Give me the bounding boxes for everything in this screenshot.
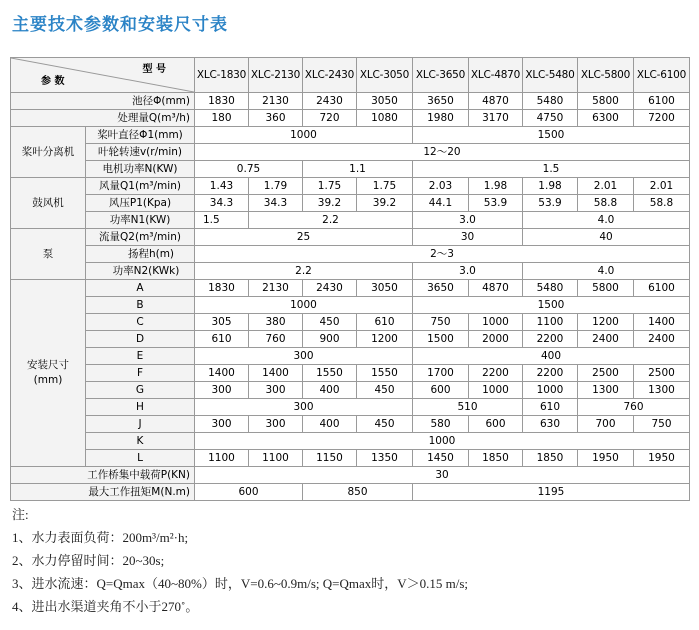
cell: 400 [303, 382, 357, 399]
cell: 300 [195, 348, 413, 365]
cell: 300 [195, 382, 249, 399]
cell: 30 [413, 229, 523, 246]
model-header: XLC-4870 [469, 58, 523, 93]
cell: 2400 [634, 331, 690, 348]
cell: 750 [634, 416, 690, 433]
cell: 2～3 [195, 246, 690, 263]
table-row [11, 246, 690, 263]
cell: 44.1 [413, 195, 469, 212]
table-row [11, 110, 690, 127]
cell: 1400 [195, 365, 249, 382]
cell: 1980 [413, 110, 469, 127]
cell: 580 [413, 416, 469, 433]
table-row [11, 450, 690, 467]
cell: 450 [357, 382, 413, 399]
notes-heading: 注: [12, 507, 29, 522]
cell: 610 [523, 399, 578, 416]
cell: 1.5 [195, 212, 249, 229]
cell: 2.01 [578, 178, 634, 195]
cell: 305 [195, 314, 249, 331]
row-label: L [86, 450, 195, 467]
cell: 58.8 [634, 195, 690, 212]
table-row [11, 365, 690, 382]
model-header: XLC-3050 [357, 58, 413, 93]
cell: 1300 [578, 382, 634, 399]
cell: 760 [249, 331, 303, 348]
row-label: C [86, 314, 195, 331]
corner-cell [11, 58, 195, 93]
table-row [11, 331, 690, 348]
table-row [11, 161, 690, 178]
cell: 700 [578, 416, 634, 433]
cell: 1150 [303, 450, 357, 467]
cell: 34.3 [195, 195, 249, 212]
category-install-line2: (mm) [33, 374, 63, 386]
cell: 1000 [195, 127, 413, 144]
cell: 3050 [357, 280, 413, 297]
cell: 2400 [578, 331, 634, 348]
cell: 1830 [195, 93, 249, 110]
cell: 34.3 [249, 195, 303, 212]
cell: 58.8 [578, 195, 634, 212]
cell: 3050 [357, 93, 413, 110]
cell: 1.98 [469, 178, 523, 195]
cell: 4870 [469, 280, 523, 297]
cell: 1200 [578, 314, 634, 331]
cell: 1195 [413, 484, 690, 501]
cell: 2200 [469, 365, 523, 382]
cell: 1.79 [249, 178, 303, 195]
table-row [11, 348, 690, 365]
cell: 450 [357, 416, 413, 433]
cell: 3.0 [413, 212, 523, 229]
table-row [11, 229, 690, 246]
cell: 1500 [413, 127, 690, 144]
table-row [11, 399, 690, 416]
page-title: 主要技术参数和安装尺寸表 [12, 15, 228, 35]
cell: 2.2 [195, 263, 413, 280]
category-install-line1: 安装尺寸 [27, 359, 69, 371]
cell: 1300 [634, 382, 690, 399]
cell: 1830 [195, 280, 249, 297]
cell: 1450 [413, 450, 469, 467]
cell: 6300 [578, 110, 634, 127]
cell: 2500 [578, 365, 634, 382]
cell: 7200 [634, 110, 690, 127]
note-item: 3、进水流速：Q=Qmax（40~80%）时，V=0.6~0.9m/s; Q=Qmax时，V＞0.15 m/s; [12, 576, 469, 591]
cell: 53.9 [523, 195, 578, 212]
row-label: 池径Φ(mm) [11, 93, 195, 110]
diagonal-divider [11, 58, 194, 92]
table-row [11, 280, 690, 297]
cell: 760 [578, 399, 690, 416]
category-impeller: 桨叶分离机 [11, 127, 86, 178]
cell: 4.0 [523, 212, 690, 229]
cell: 1550 [357, 365, 413, 382]
table-row [11, 178, 690, 195]
cell: 39.2 [303, 195, 357, 212]
cell: 900 [303, 331, 357, 348]
category-pump: 泵 [11, 229, 86, 280]
cell: 1100 [195, 450, 249, 467]
cell: 2.2 [249, 212, 413, 229]
cell: 1000 [523, 382, 578, 399]
cell: 2130 [249, 280, 303, 297]
cell: 380 [249, 314, 303, 331]
cell: 630 [523, 416, 578, 433]
cell: 300 [249, 382, 303, 399]
row-label: 叶轮转速v(r/min) [86, 144, 195, 161]
model-header: XLC-6100 [634, 58, 690, 93]
cell: 5800 [578, 280, 634, 297]
model-header: XLC-2430 [303, 58, 357, 93]
cell: 1.98 [523, 178, 578, 195]
cell: 1.1 [303, 161, 413, 178]
cell: 39.2 [357, 195, 413, 212]
row-label: 电机功率N(KW) [86, 161, 195, 178]
note-item: 1、水力表面负荷：200m³/m²·h; [12, 530, 189, 545]
row-label: 流量Q2(m³/min) [86, 229, 195, 246]
cell: 53.9 [469, 195, 523, 212]
row-label: 功率N2(KWk) [86, 263, 195, 280]
cell: 1.75 [357, 178, 413, 195]
row-label: 处理量Q(m³/h) [11, 110, 195, 127]
table-row [11, 127, 690, 144]
cell: 2500 [634, 365, 690, 382]
table-row [11, 263, 690, 280]
model-header: XLC-5480 [523, 58, 578, 93]
cell: 4870 [469, 93, 523, 110]
cell: 3170 [469, 110, 523, 127]
cell: 2200 [523, 365, 578, 382]
cell: 6100 [634, 93, 690, 110]
row-label: 风量Q1(m³/min) [86, 178, 195, 195]
cell: 1950 [634, 450, 690, 467]
cell: 1950 [578, 450, 634, 467]
row-label: G [86, 382, 195, 399]
table-row [11, 467, 690, 484]
cell: 2000 [469, 331, 523, 348]
cell: 6100 [634, 280, 690, 297]
model-header: XLC-5800 [578, 58, 634, 93]
cell: 1200 [357, 331, 413, 348]
cell: 1000 [469, 314, 523, 331]
corner-model-label: 型 号 [142, 64, 166, 75]
row-label: 功率N1(KW) [86, 212, 195, 229]
cell: 1100 [249, 450, 303, 467]
table-row [11, 314, 690, 331]
cell: 30 [195, 467, 690, 484]
cell: 25 [195, 229, 413, 246]
table-row [11, 297, 690, 314]
corner-param-label: 参 数 [41, 76, 65, 87]
table-row [11, 93, 690, 110]
cell: 1500 [413, 331, 469, 348]
cell: 3650 [413, 93, 469, 110]
row-label: A [86, 280, 195, 297]
table-row [11, 416, 690, 433]
cell: 2.03 [413, 178, 469, 195]
category-install [11, 280, 86, 467]
cell: 1400 [634, 314, 690, 331]
model-header: XLC-1830 [195, 58, 249, 93]
cell: 1.75 [303, 178, 357, 195]
cell: 300 [249, 416, 303, 433]
row-label: E [86, 348, 195, 365]
cell: 1850 [523, 450, 578, 467]
cell: 1.5 [413, 161, 690, 178]
cell: 3650 [413, 280, 469, 297]
cell: 1000 [195, 297, 413, 314]
cell: 4.0 [523, 263, 690, 280]
cell: 1080 [357, 110, 413, 127]
cell: 1400 [249, 365, 303, 382]
row-label: D [86, 331, 195, 348]
row-label: 桨叶直径Φ1(mm) [86, 127, 195, 144]
table-row [11, 484, 690, 501]
row-label: 扬程h(m) [86, 246, 195, 263]
row-label: K [86, 433, 195, 450]
note-item: 4、进出水渠道夹角不小于270˚。 [12, 599, 199, 614]
cell: 1850 [469, 450, 523, 467]
table-row [11, 144, 690, 161]
cell: 2130 [249, 93, 303, 110]
cell: 2430 [303, 93, 357, 110]
row-label: 风压P1(Kpa) [86, 195, 195, 212]
table-row [11, 212, 690, 229]
cell: 3.0 [413, 263, 523, 280]
cell: 400 [413, 348, 690, 365]
cell: 1350 [357, 450, 413, 467]
cell: 12～20 [195, 144, 690, 161]
cell: 5480 [523, 280, 578, 297]
cell: 600 [413, 382, 469, 399]
row-label: B [86, 297, 195, 314]
notes-section [12, 503, 468, 618]
table-row [11, 195, 690, 212]
spec-table [10, 57, 690, 501]
category-blower: 鼓风机 [11, 178, 86, 229]
cell: 40 [523, 229, 690, 246]
model-header: XLC-2130 [249, 58, 303, 93]
cell: 510 [413, 399, 523, 416]
cell: 5800 [578, 93, 634, 110]
cell: 0.75 [195, 161, 303, 178]
cell: 600 [195, 484, 303, 501]
cell: 180 [195, 110, 249, 127]
cell: 600 [469, 416, 523, 433]
cell: 300 [195, 416, 249, 433]
row-label: H [86, 399, 195, 416]
row-label: 最大工作扭矩M(N.m) [11, 484, 195, 501]
cell: 300 [195, 399, 413, 416]
header-row [11, 58, 690, 93]
cell: 2.01 [634, 178, 690, 195]
cell: 1.43 [195, 178, 249, 195]
table-row [11, 382, 690, 399]
cell: 610 [195, 331, 249, 348]
cell: 1100 [523, 314, 578, 331]
note-item: 2、水力停留时间：20~30s; [12, 553, 165, 568]
cell: 5480 [523, 93, 578, 110]
cell: 450 [303, 314, 357, 331]
cell: 360 [249, 110, 303, 127]
row-label: 工作桥集中载荷P(KN) [11, 467, 195, 484]
cell: 720 [303, 110, 357, 127]
cell: 750 [413, 314, 469, 331]
cell: 1550 [303, 365, 357, 382]
cell: 850 [303, 484, 413, 501]
cell: 2200 [523, 331, 578, 348]
cell: 1700 [413, 365, 469, 382]
cell: 400 [303, 416, 357, 433]
cell: 2430 [303, 280, 357, 297]
cell: 610 [357, 314, 413, 331]
cell: 1000 [195, 433, 690, 450]
cell: 1500 [413, 297, 690, 314]
model-header: XLC-3650 [413, 58, 469, 93]
row-label: F [86, 365, 195, 382]
cell: 1000 [469, 382, 523, 399]
table-row [11, 433, 690, 450]
cell: 4750 [523, 110, 578, 127]
row-label: J [86, 416, 195, 433]
